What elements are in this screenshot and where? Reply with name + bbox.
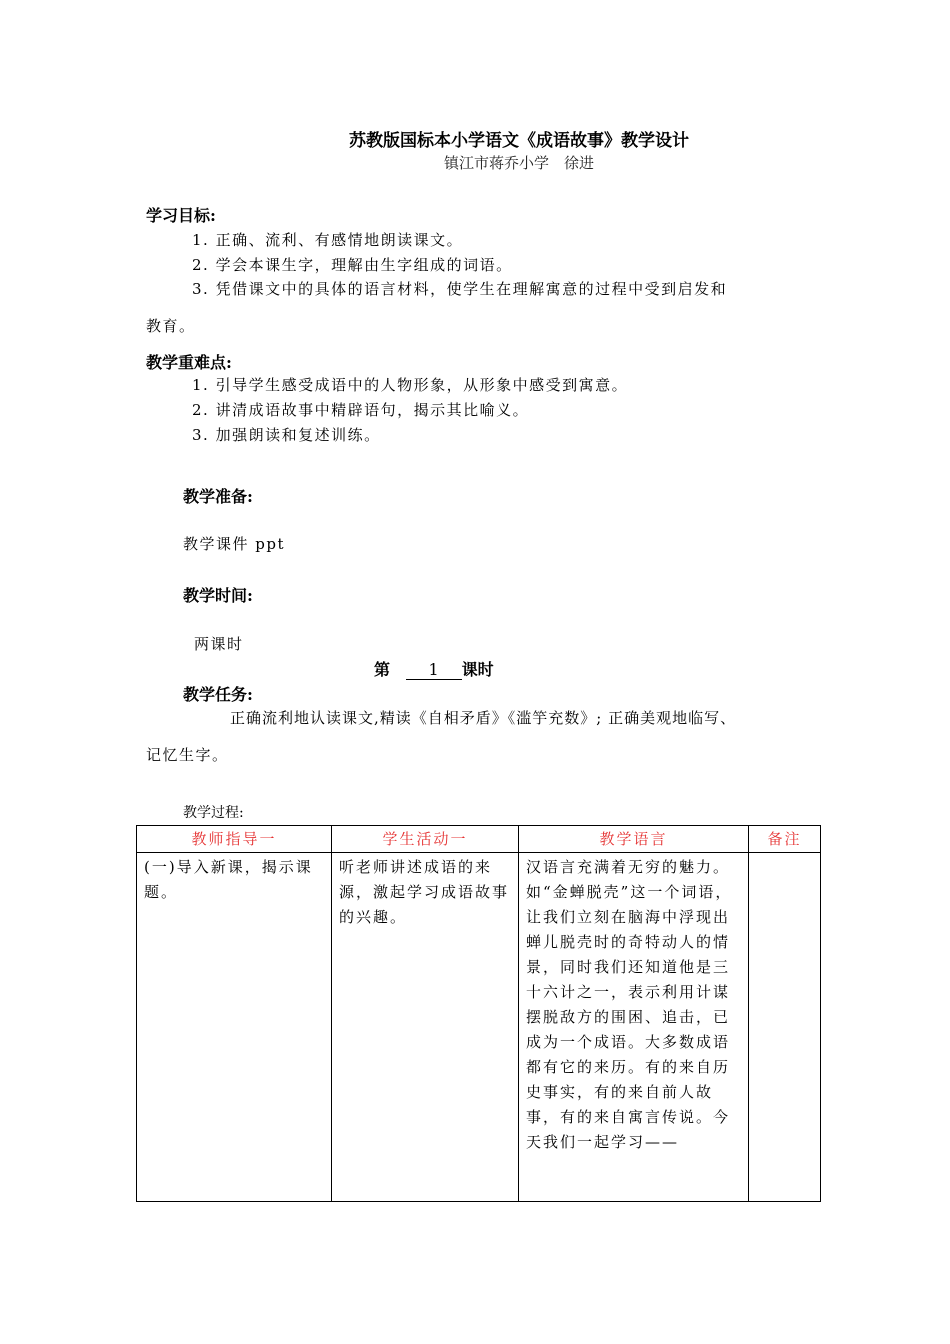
teaching-process-table xyxy=(136,825,821,1202)
cell-student: 听老师讲述成语的来源，激起学习成语故事的兴趣。 xyxy=(332,853,519,1202)
lesson-number: 1 xyxy=(406,660,462,680)
key-points-heading: 教学重难点: xyxy=(146,353,232,372)
objective-item: 1. 正确、流利、有感情地朗读课文。 xyxy=(192,231,464,249)
key-point-item: 2. 讲清成语故事中精辟语句，揭示其比喻义。 xyxy=(192,401,530,419)
key-point-item: 3. 加强朗读和复述训练。 xyxy=(192,426,381,444)
table-row xyxy=(137,853,821,1202)
cell-notes xyxy=(749,853,821,1202)
objective-item: 2. 学会本课生字，理解由生字组成的词语。 xyxy=(192,256,513,274)
process-label: 教学过程: xyxy=(183,805,244,821)
cell-language: 汉语言充满着无穷的魅力。如“金蝉脱壳”这一个词语，让我们立刻在脑海中浮现出蝉儿脱壳时的奇特动人的情景，同时我们还知道他是三十六计之一，表示利用计谋摆脱敌方的围困、追击，已成为一个成语。大多数成语都有它的来历。有的来自历史事实，有的来自前人故事，有的来自寓言传说。今天我们一起学习—— xyxy=(519,853,749,1202)
lesson-suffix: 课时 xyxy=(461,660,494,679)
lesson-label xyxy=(374,657,494,680)
task-line-continuation: 记忆生字。 xyxy=(146,746,229,764)
preparation-heading: 教学准备: xyxy=(183,487,253,506)
column-header-teacher: 教师指导一 xyxy=(137,826,332,853)
time-content: 两课时 xyxy=(194,635,244,653)
task-heading: 教学任务: xyxy=(183,685,253,704)
column-header-language: 教学语言 xyxy=(519,826,749,853)
table-header-row xyxy=(137,826,821,853)
task-line: 正确流利地认读课文,精读《自相矛盾》《滥竽充数》; 正确美观地临写、 xyxy=(230,709,737,727)
column-header-student: 学生活动一 xyxy=(332,826,519,853)
document-author: 镇江市蒋乔小学 徐进 xyxy=(443,154,594,172)
objectives-heading: 学习目标: xyxy=(146,206,216,225)
lesson-prefix: 第 xyxy=(374,660,391,679)
document-title: 苏教版国标本小学语文《成语故事》教学设计 xyxy=(349,131,689,151)
objective-item: 3. 凭借课文中的具体的语言材料，使学生在理解寓意的过程中受到启发和 xyxy=(192,280,728,298)
preparation-content: 教学课件 ppt xyxy=(183,535,286,553)
cell-teacher: (一)导入新课，揭示课题。 xyxy=(137,853,332,1202)
key-point-item: 1. 引导学生感受成语中的人物形象，从形象中感受到寓意。 xyxy=(192,376,629,394)
time-heading: 教学时间: xyxy=(183,586,253,605)
objective-continuation: 教育。 xyxy=(146,317,196,335)
column-header-notes: 备注 xyxy=(749,826,821,853)
